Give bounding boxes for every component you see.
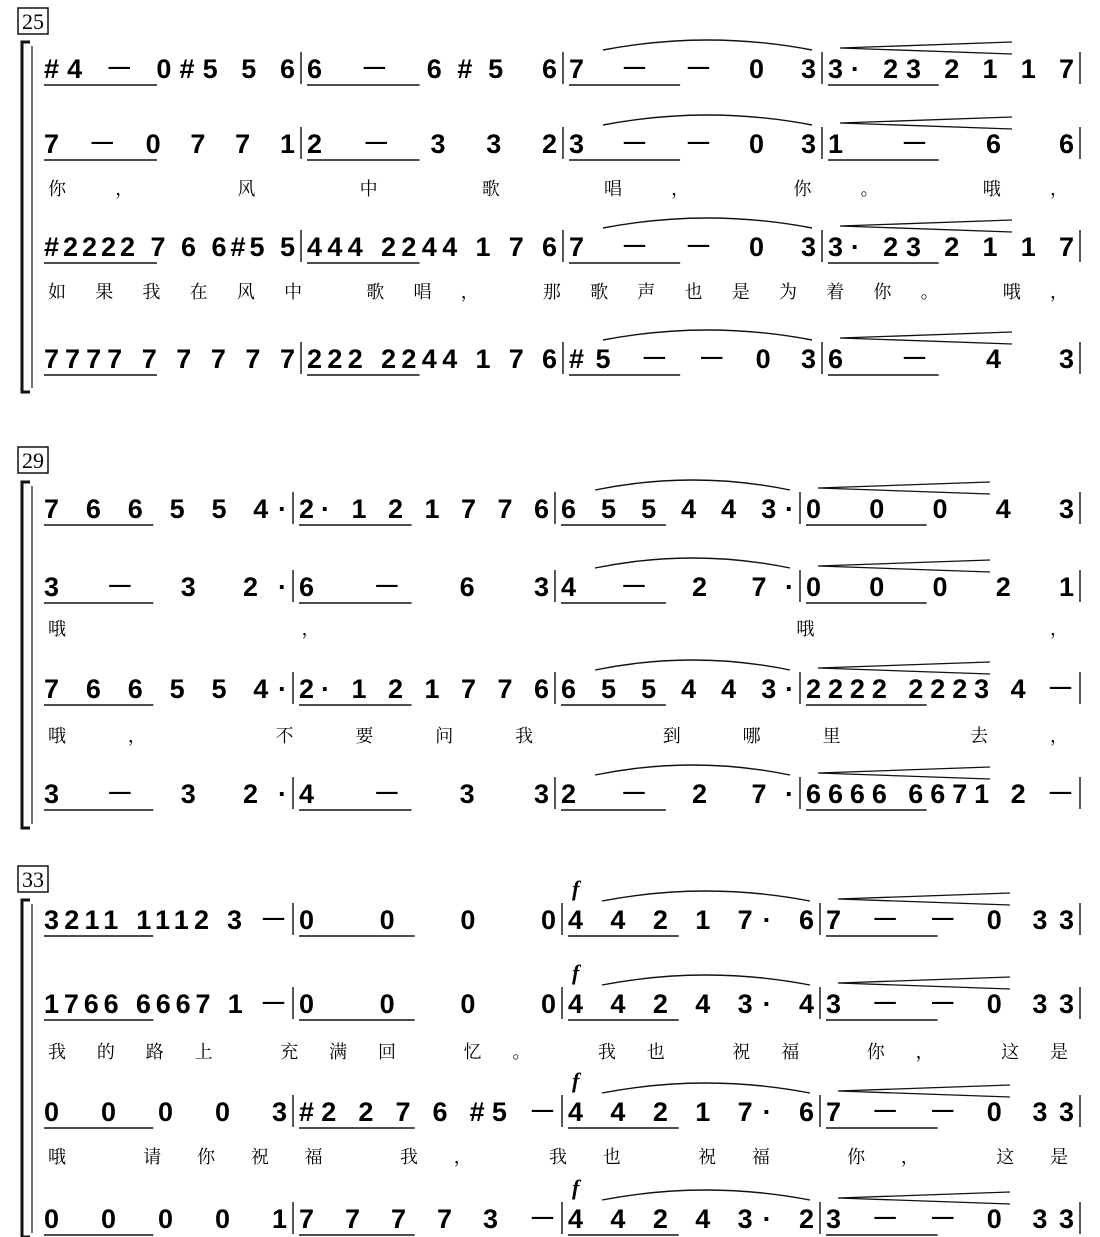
voice-measure-notes: 2 － 2 7· [561,779,794,809]
voice-measure-notes: 4 4 2 4 3· 4 [568,989,814,1019]
score-system [18,447,1080,828]
slur-arc [602,891,810,901]
voice-measure-notes: 7 － － 0 33 [826,1097,1074,1127]
voice-measure-notes: 2 － 3 3 2 [307,129,557,159]
voice-measure-notes: 2· 1 2 1 7 7 6 [299,494,549,524]
voice-measure-notes: 6 － 6 3 [299,572,549,602]
voice-measure-notes: 4 4 2 1 7· 6 [568,905,814,935]
slur-arc [603,218,812,228]
crescendo-hairpin [818,767,990,779]
voice-measure-notes: 7 6 6 5 5 4· [44,674,287,704]
voice-measure-notes: 444 2244 1 7 6 [307,232,557,262]
voice-measure-notes: 7 － － 0 3 [569,232,816,262]
lyric-line: 哦， 不要问我 到哪里 去， [48,726,1068,747]
voice-measure-notes: 6 － 6#5 6 [307,54,557,84]
voice-measure-notes: 2222 2223 4 － [806,674,1074,704]
slur-arc [603,330,812,340]
dynamic-forte: f [572,1175,580,1200]
crescendo-hairpin [840,332,1012,344]
system-bracket [22,42,30,392]
voice-measure-notes: 0 0 0 0 [299,905,556,935]
measure-number: 25 [22,9,44,34]
voice-measure-notes: 4 － 2 7· [561,572,794,602]
crescendo-hairpin [840,220,1012,232]
crescendo-hairpin [840,117,1012,129]
voice-measure-notes: 0 0 0 4 3 [806,494,1074,524]
voice-measure-notes: #2222 7 6 6#5 5 [44,232,295,262]
voice-measure-notes: 0 0 0 0 1 [44,1204,287,1234]
measure-number: 29 [22,448,44,473]
voice-measure-notes: 6 － 4 3 [828,344,1074,374]
voice-measure-notes: 7 － － 0 33 [826,905,1074,935]
voice-measure-notes: 4 4 2 4 3· 2 [568,1204,814,1234]
voice-measure-notes: 7 － － 0 3 [569,54,816,84]
voice-measure-notes: 7 6 6 5 5 4· [44,494,287,524]
voice-measure-notes: 4 － 3 3 [299,779,549,809]
crescendo-hairpin [818,560,990,572]
voice-measure-notes: #2 2 7 6 #5 － [299,1097,556,1127]
slur-arc [602,975,810,985]
lyric-line: 你， 风 中 歌 唱， 你。 哦， [48,179,1068,200]
voice-measure-notes: 7 － 0 7 7 1 [44,129,295,159]
voice-measure-notes: 1766 6667 1 － [44,989,287,1019]
voice-measure-notes: 0 0 0 0 3 [44,1097,287,1127]
slur-arc [595,558,790,568]
crescendo-hairpin [818,482,990,494]
crescendo-hairpin [838,1192,1010,1204]
system-bracket [22,482,30,828]
crescendo-hairpin [840,42,1012,54]
slur-arc [602,1190,810,1200]
slur-arc [595,660,790,670]
voice-measure-notes: 1 － 6 6 [828,129,1074,159]
slur-arc [595,765,790,775]
dynamic-forte: f [572,1068,580,1093]
slur-arc [602,1083,810,1093]
voice-measure-notes: 3 － 3 2· [44,779,287,809]
voice-measure-notes: 6 5 5 4 4 3· [561,674,794,704]
dynamic-forte: f [572,960,580,985]
voice-measure-notes: 3 － － 0 33 [826,1204,1074,1234]
voice-measure-notes: 3· 23 2 1 1 7 [828,54,1074,84]
voice-measure-notes: #5 － － 0 3 [569,344,816,374]
crescendo-hairpin [818,662,990,674]
slur-arc [595,480,790,490]
crescendo-hairpin [838,893,1010,905]
crescendo-hairpin [838,1085,1010,1097]
voice-measure-notes: 0 0 0 2 1 [806,572,1074,602]
crescendo-hairpin [838,977,1010,989]
voice-measure-notes: 3211 1112 3 － [44,905,287,935]
measure-number: 33 [22,867,44,892]
voice-measure-notes: 7 7 7 7 3 － [299,1204,556,1234]
voice-measure-notes: 6 5 5 4 4 3· [561,494,794,524]
voice-measure-notes: 2· 1 2 1 7 7 6 [299,674,549,704]
lyric-line: 哦 请你祝福 我， 我也 祝福 你， 这是 [48,1147,1068,1168]
voice-measure-notes: 7777 7 7 7 7 7 [44,344,295,374]
voice-measure-notes: #4 － 0#5 5 6 [44,54,295,84]
slur-arc [603,115,812,125]
score-system [18,8,1080,392]
voice-measure-notes: 3 － － 0 33 [826,989,1074,1019]
lyric-line: 我的路上 充满回 忆。 我也 祝福 你， 这是 [48,1042,1068,1063]
slur-arc [603,40,812,50]
system-bracket [22,900,30,1237]
voice-measure-notes: 0 0 0 0 [299,989,556,1019]
voice-measure-notes: 3 － 3 2· [44,572,287,602]
voice-measure-notes: 3· 23 2 1 1 7 [828,232,1074,262]
voice-measure-notes: 222 2244 1 7 6 [307,344,557,374]
lyric-line: 如果我在风中 歌唱， 那歌声也是为着你。 哦， [48,282,1068,303]
voice-measure-notes: 6666 6671 2 － [806,779,1074,809]
lyric-line: 哦， 哦， [48,619,1068,640]
dynamic-forte: f [572,876,580,901]
voice-measure-notes: 3 － － 0 3 [569,129,816,159]
score-system [18,866,1080,1237]
voice-measure-notes: 4 4 2 1 7· 6 [568,1097,814,1127]
